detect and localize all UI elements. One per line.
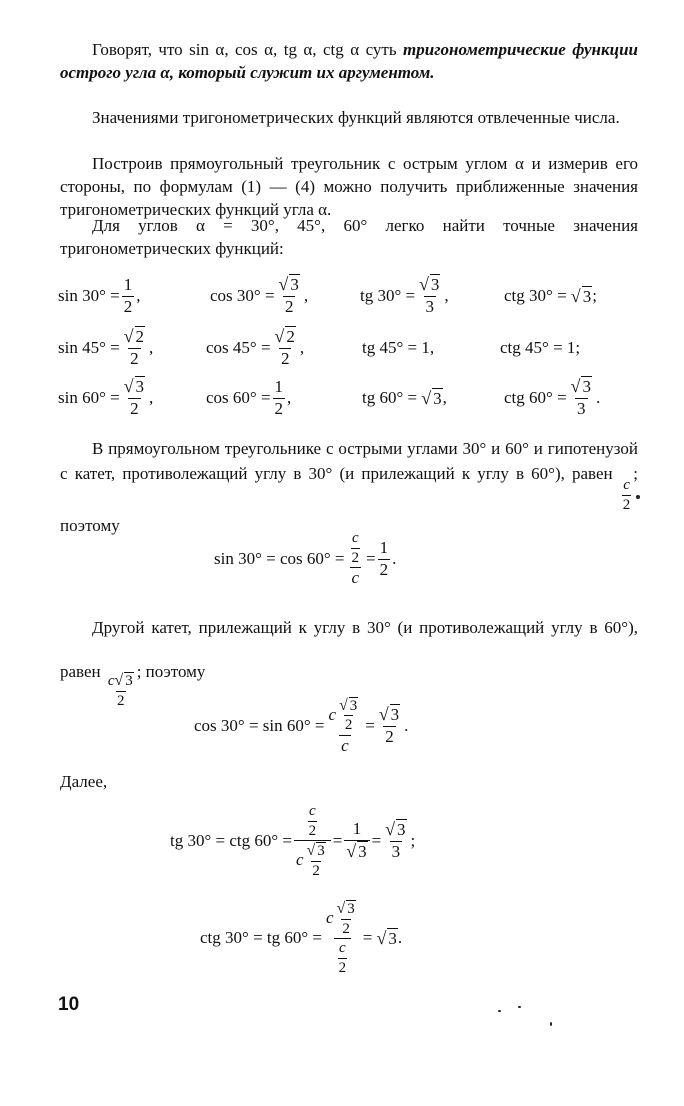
- fraction: [277, 275, 302, 316]
- values-row-60: [58, 372, 648, 424]
- denominator: c: [351, 568, 360, 588]
- punct: ,: [303, 286, 309, 305]
- label: cos 60° =: [206, 388, 271, 407]
- punct: ,: [149, 338, 154, 357]
- denominator: 2: [385, 727, 394, 746]
- label: ctg 30° = tg 60° =: [200, 928, 323, 947]
- compound-fraction: [324, 900, 361, 976]
- fraction: [417, 275, 442, 316]
- punct: ,: [299, 338, 305, 357]
- text: Для углов α = 30°, 45°, 60° легко найти точные значения тригонометрических функций:: [60, 216, 638, 258]
- punct: ;: [592, 286, 597, 305]
- equation-tg30: [170, 796, 415, 886]
- label: tg 60° =: [362, 388, 418, 407]
- denominator: 2: [284, 297, 294, 316]
- inner-fraction: [336, 900, 357, 937]
- scan-speck: [518, 1006, 521, 1008]
- equals: =: [371, 831, 382, 850]
- punct: ,: [149, 388, 154, 407]
- denominator: 2: [130, 349, 139, 368]
- text: В прямоугольном треугольнике с острыми углами 30° и 60° и гипотенузой c катет, противолежащий углу в 30° (и прилежащий к углу в 60°), равен: [60, 439, 638, 483]
- inner-fraction: [351, 530, 361, 566]
- denominator: 2: [338, 959, 347, 976]
- radical: √ 3: [123, 376, 145, 397]
- denominator: 3: [391, 842, 401, 861]
- fraction-c-root3-over-2: [107, 672, 135, 709]
- radical: √ 2: [123, 326, 145, 347]
- radicand: 3: [582, 286, 592, 306]
- denominator: 2: [379, 559, 389, 579]
- radical: √ 3: [376, 927, 397, 948]
- paragraph-exact-values: [60, 214, 638, 260]
- label: cos 30° = sin 60° =: [194, 716, 325, 735]
- numerator: c: [351, 530, 359, 547]
- text: Далее,: [60, 772, 108, 791]
- label: sin 60° =: [58, 388, 120, 407]
- punct: .: [397, 928, 403, 947]
- ctg-30: [504, 270, 597, 322]
- text: cos α,: [235, 40, 284, 59]
- cos-45: [206, 322, 304, 374]
- radicand: 2: [286, 327, 295, 347]
- scan-speck: [636, 495, 640, 499]
- denominator: 2: [342, 920, 350, 937]
- variable: c: [296, 850, 304, 870]
- denominator: 2: [130, 399, 139, 418]
- scan-speck: [498, 1010, 501, 1012]
- radicand: 3: [347, 901, 355, 917]
- numerator: 1: [123, 274, 133, 294]
- label: tg 45° = 1,: [362, 338, 435, 357]
- label: sin 30° = cos 60° =: [214, 549, 345, 568]
- radical: √ 2: [274, 326, 295, 347]
- text: Другой катет, прилежащий к углу в 30° (и противолежащий углу в 60°), равен: [60, 618, 638, 681]
- denominator: 3: [577, 399, 586, 418]
- radical: √ 3: [385, 819, 406, 840]
- punct: ,: [287, 388, 292, 407]
- fraction: [122, 276, 135, 316]
- paragraph-triangle: [60, 152, 638, 221]
- punct: ,: [442, 388, 447, 407]
- equals: =: [365, 716, 375, 735]
- punct: .: [392, 549, 397, 568]
- inner-fraction: [338, 940, 348, 976]
- numerator: 1: [274, 376, 284, 396]
- text: tg α,: [283, 40, 324, 59]
- values-row-30: [58, 270, 648, 322]
- radicand: 3: [397, 820, 406, 840]
- text: ; поэтому: [136, 662, 206, 681]
- text: Говорят, что: [92, 40, 190, 59]
- compound-fraction: [294, 803, 331, 879]
- variable: c: [328, 704, 337, 724]
- equals: =: [332, 831, 343, 850]
- label: ctg 60° =: [504, 388, 567, 407]
- punct: ,: [444, 286, 449, 305]
- radicand: 3: [582, 377, 591, 397]
- label: ctg 45° = 1;: [500, 338, 581, 357]
- numerator: c: [623, 477, 630, 493]
- denominator: 2: [351, 549, 360, 566]
- denominator: 2: [280, 349, 290, 368]
- radicand: 3: [430, 275, 440, 295]
- cos-60: [206, 372, 291, 424]
- label: tg 30° = ctg 60° =: [170, 831, 293, 850]
- label: tg 30° =: [360, 286, 416, 305]
- radical: √ 3: [346, 841, 367, 861]
- radicand: 3: [358, 842, 367, 861]
- radical: √ 3: [570, 376, 591, 397]
- equals: =: [362, 928, 373, 947]
- ctg-45: [500, 322, 580, 374]
- denominator: 2: [312, 862, 320, 879]
- radical: √ 3: [421, 387, 442, 408]
- label: cos 45° =: [206, 338, 271, 357]
- inner-fraction: [306, 842, 327, 879]
- radical: √ 3: [114, 672, 133, 689]
- tg-45: [362, 322, 434, 374]
- fraction: [273, 378, 286, 418]
- sin-45: [58, 322, 153, 374]
- variable: c: [326, 908, 334, 928]
- fraction: [122, 327, 147, 368]
- radical: √ 3: [278, 274, 299, 295]
- text: ; поэтому: [60, 464, 639, 535]
- radical: √ 3: [570, 285, 592, 306]
- compound-fraction: [327, 697, 364, 756]
- punct: .: [595, 388, 601, 407]
- numerator: 1: [379, 537, 389, 557]
- denominator: 2: [123, 296, 133, 316]
- page-number: 10: [58, 994, 80, 1015]
- denominator: 2: [622, 496, 631, 513]
- punct: .: [404, 716, 409, 735]
- denominator: 3: [425, 297, 434, 316]
- radicand: 3: [388, 928, 397, 948]
- label: sin 30° =: [58, 286, 120, 305]
- tg-30: [360, 270, 449, 322]
- numerator: 1: [352, 819, 362, 839]
- denominator: 2: [274, 398, 284, 418]
- radical: √ 3: [339, 696, 358, 714]
- text: sin α,: [189, 40, 236, 59]
- text: Построив прямоугольный треугольник с острым углом α и измерив его стороны, по формулам (1) — (4) можно получить приближенные значения тригонометрических функций угла α.: [60, 154, 638, 219]
- fraction: [344, 820, 369, 861]
- fraction: [383, 820, 408, 861]
- equation-sin30: [214, 524, 396, 594]
- label: cos 30° =: [210, 286, 275, 305]
- radicand: 3: [135, 377, 145, 397]
- compound-fraction: [347, 530, 365, 588]
- values-row-45: [58, 322, 648, 374]
- radicand: 3: [390, 705, 400, 725]
- label: sin 45° =: [58, 338, 120, 357]
- denominator: 2: [117, 692, 125, 709]
- ctg-60: [504, 372, 600, 424]
- text: ctg α: [323, 40, 366, 59]
- fraction: [378, 539, 391, 579]
- denominator: 2: [308, 822, 317, 839]
- paragraph-further: [60, 770, 638, 793]
- sin-30: [58, 270, 140, 322]
- radicand: 3: [349, 697, 358, 714]
- punct: ;: [410, 831, 416, 850]
- radicand: 3: [317, 843, 325, 859]
- equals: =: [366, 549, 376, 568]
- sin-60: [58, 372, 153, 424]
- text: Значениями тригонометрических функций являются отвлеченные числа.: [92, 108, 620, 127]
- radicand: 3: [433, 388, 442, 408]
- radical: √ 3: [378, 704, 400, 725]
- paragraph-hypotenuse: [60, 436, 638, 538]
- cos-30: [210, 270, 308, 322]
- denominator: 2: [344, 717, 353, 734]
- variable: c: [107, 673, 115, 689]
- label: ctg 30° =: [504, 286, 567, 305]
- equation-ctg30: [200, 892, 402, 984]
- text: суть: [365, 40, 404, 59]
- radical: √ 3: [306, 842, 325, 859]
- denominator: c: [341, 735, 349, 755]
- radical: √ 3: [419, 274, 440, 295]
- radical: √ 3: [336, 900, 355, 917]
- numerator: c: [339, 940, 346, 956]
- tg-60: [362, 372, 447, 424]
- paragraph-definition: [60, 38, 638, 84]
- inner-fraction: [338, 697, 359, 734]
- numerator: c: [309, 803, 316, 819]
- fraction-c-over-2: [622, 477, 632, 513]
- equation-cos30: [194, 688, 408, 764]
- radicand: 2: [135, 327, 145, 347]
- radicand: 3: [125, 673, 133, 689]
- italic-definition: тригонометрические функции острого угла α, который служит их аргументом.: [60, 40, 638, 82]
- fraction: [569, 377, 594, 418]
- fraction: [377, 705, 402, 746]
- fraction: [122, 377, 147, 418]
- punct: ,: [136, 286, 141, 305]
- radicand: 3: [290, 275, 299, 295]
- paragraph-values: [60, 106, 638, 129]
- fraction: [273, 327, 298, 368]
- scan-speck: [550, 1022, 552, 1026]
- inner-fraction: [308, 803, 318, 839]
